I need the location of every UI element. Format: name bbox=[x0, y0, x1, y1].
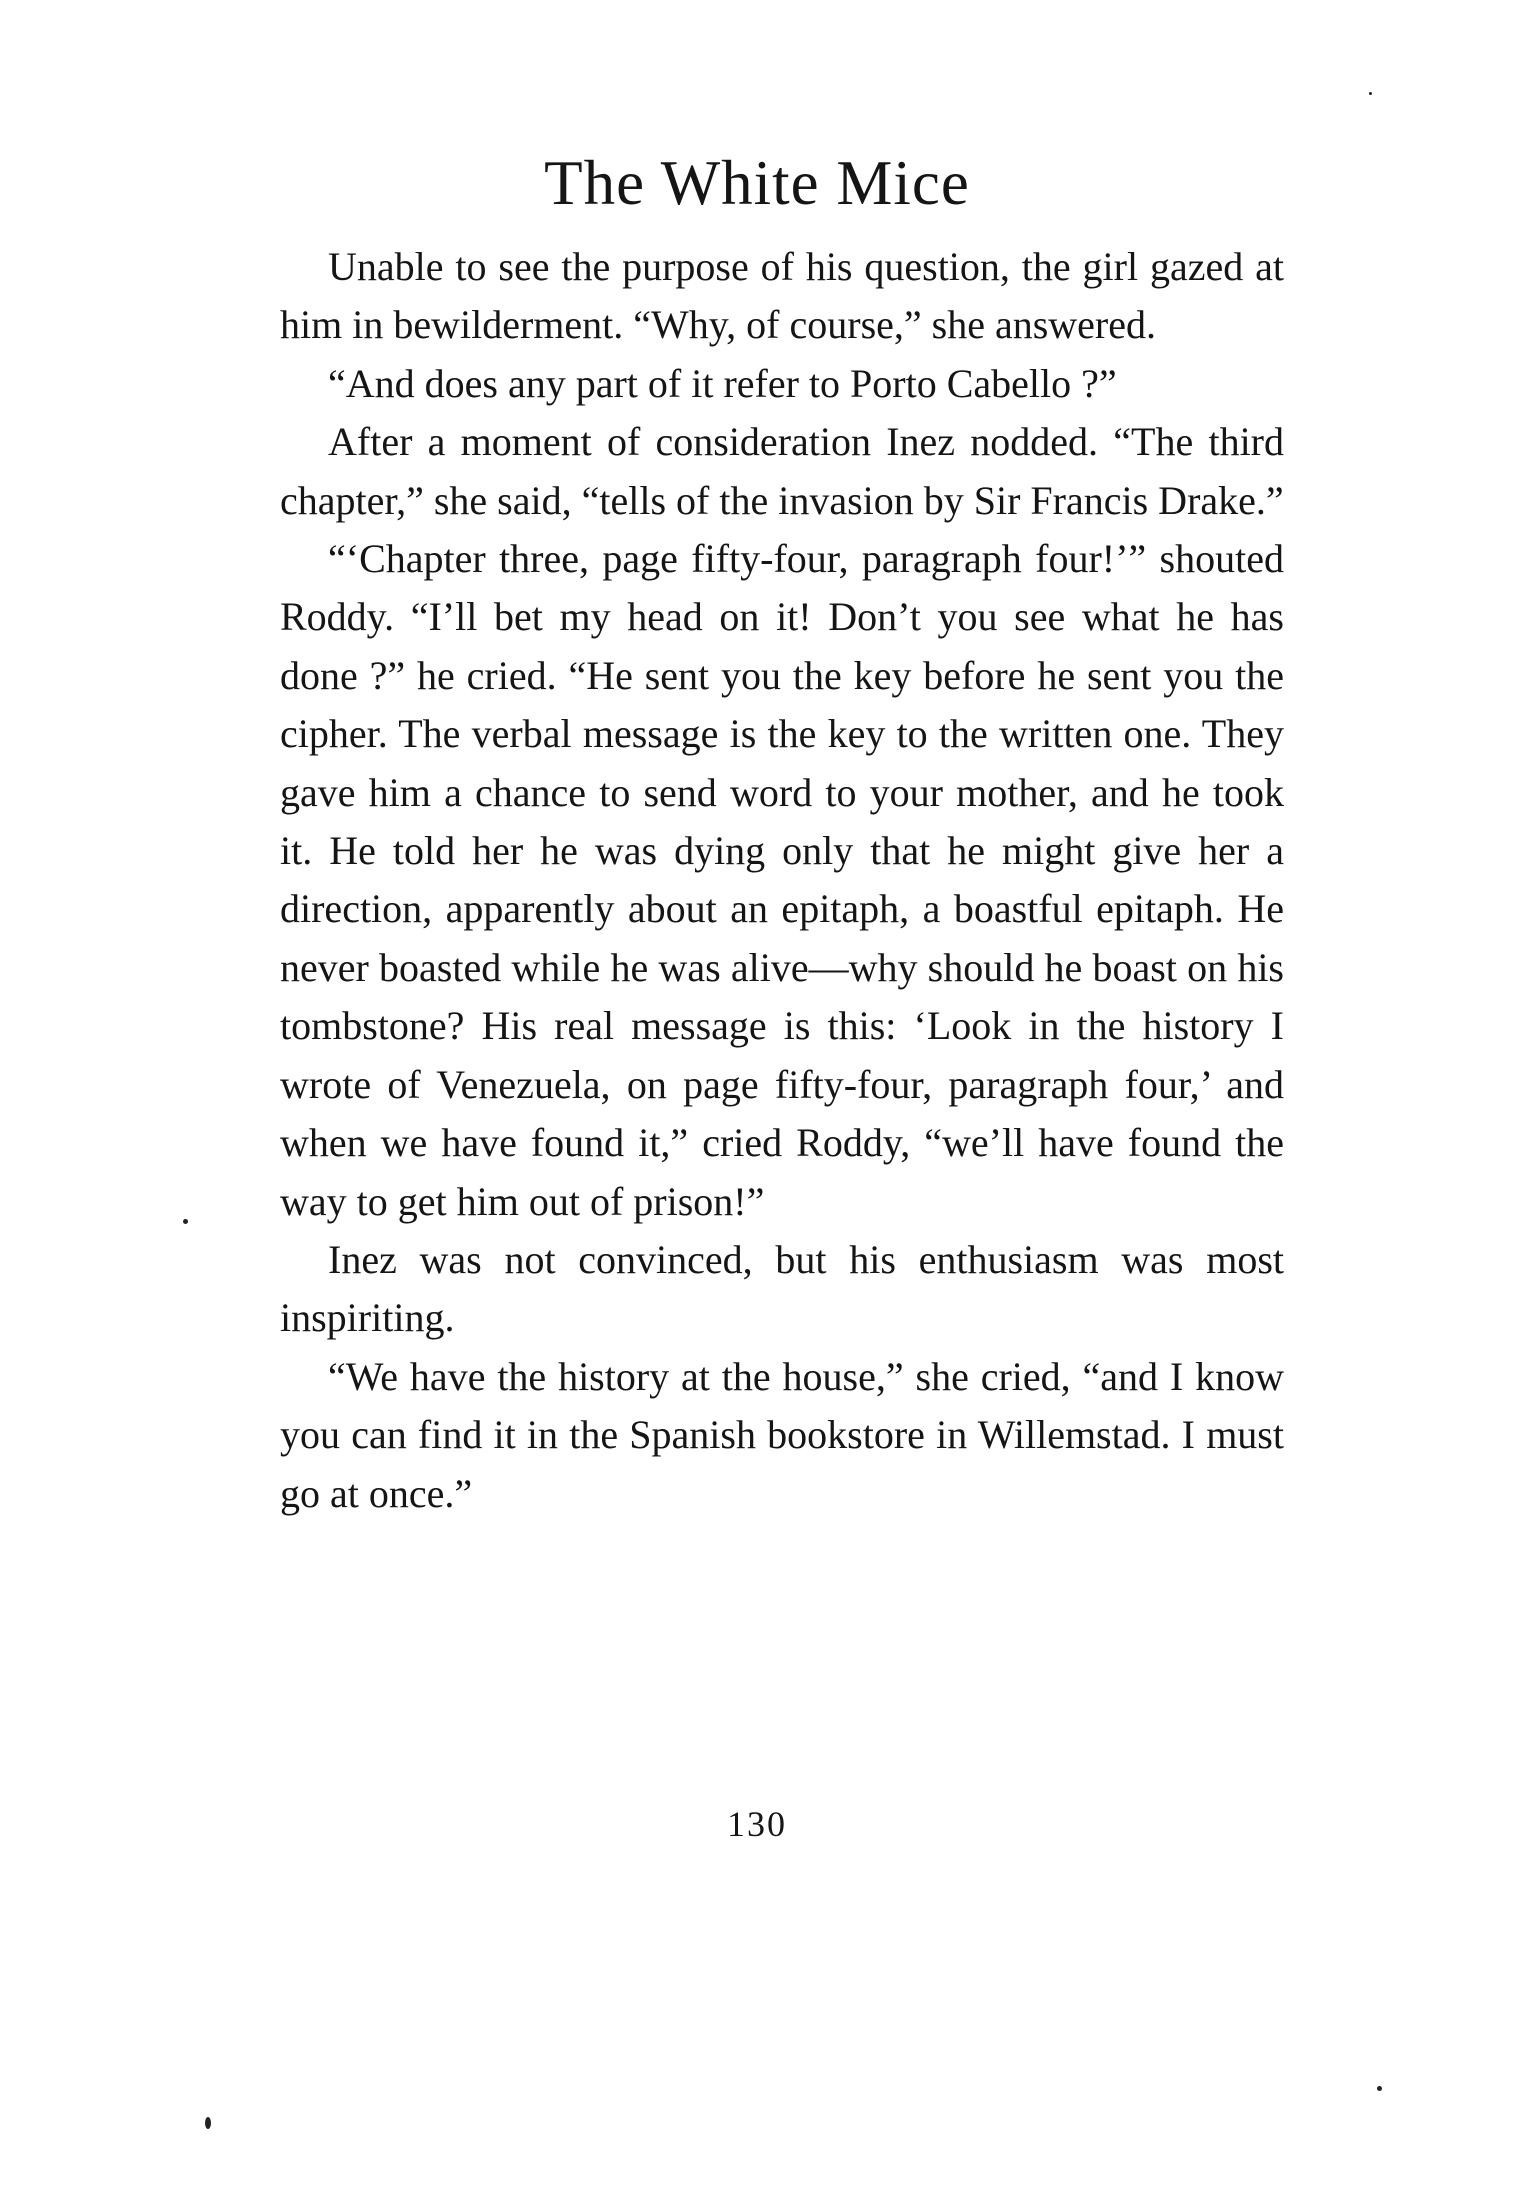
scan-speck bbox=[1369, 92, 1372, 95]
scan-speck bbox=[1377, 2086, 1382, 2091]
paragraph-1: Unable to see the purpose of his question, the girl gazed at him in bewilderment. “Why, of course,” she answered. bbox=[280, 244, 1284, 348]
scan-speck bbox=[183, 1219, 188, 1224]
paragraph-5: Inez was not convinced, but his enthusiasm was most inspiriting. bbox=[280, 1236, 1284, 1341]
paragraph-4: “‘Chapter three, page fifty-four, paragraph four!’” shouted Roddy. “I’ll bet my head on it! Don’t you see what he has done ?” he cried. “He sent you the key before he sent you the cipher. The verbal message is the key to the written one. They gave him a chance to send word to your mother, and he took it. He told her he was dying only that he might give her a direction, apparently about an epitaph, a boastful epitaph. He never boasted while he was alive—why should he boast on his tombstone? His real message is this: ‘Look in the history I wrote of Venezuela, on page fifty-four, paragraph four,’ and when we have found it,” cried Roddy, “we’ll have found the way to get him out of prison!” bbox=[280, 536, 1284, 1224]
paragraph-6: “We have the history at the house,” she cried, “and I know you can find it in the Spanish bookstore in Willemstad. I must go at once.” bbox=[280, 1353, 1284, 1516]
paragraph-2: “And does any part of it refer to Porto Cabello ?” bbox=[328, 360, 1117, 406]
scan-speck bbox=[205, 2117, 211, 2129]
page-number: 130 bbox=[727, 1804, 787, 1844]
paragraph-3: After a moment of consideration Inez nodded. “The third chapter,” she said, “tells of the invasion by Sir Francis Drake.” bbox=[280, 419, 1284, 523]
running-head: The White Mice bbox=[544, 148, 970, 218]
body-text bbox=[280, 238, 1284, 1523]
